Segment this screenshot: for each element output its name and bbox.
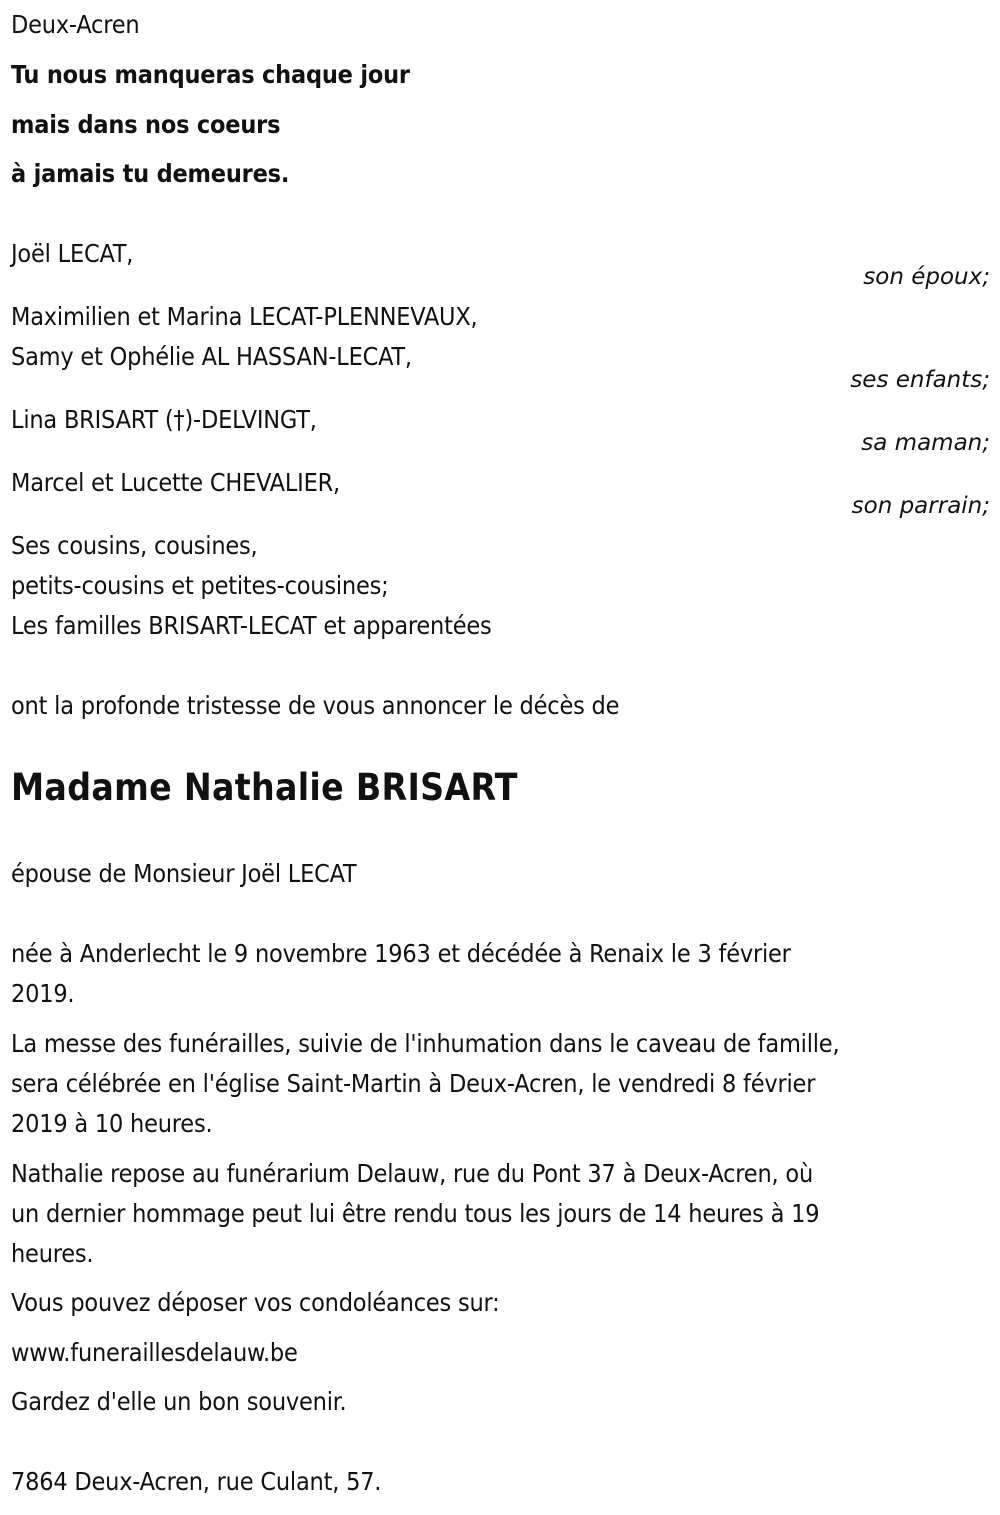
viewing-line: heures.	[11, 1239, 94, 1268]
location: Deux-Acren	[11, 10, 140, 39]
family-relation: son parrain;	[851, 493, 990, 519]
deceased-name: Madame Nathalie BRISART	[11, 766, 518, 809]
family-name: Marcel et Lucette CHEVALIER,	[11, 468, 340, 497]
birth-death-line: née à Anderlecht le 9 novembre 1963 et décédée à Renaix le 3 février	[11, 939, 791, 968]
closing-line: Gardez d'elle un bon souvenir.	[11, 1387, 347, 1416]
family-name: Samy et Ophélie AL HASSAN-LECAT,	[11, 342, 412, 371]
funeral-line: La messe des funérailles, suivie de l'inhumation dans le caveau de famille,	[11, 1029, 840, 1058]
family-name: Lina BRISART (†)-DELVINGT,	[11, 405, 317, 434]
extended-family-line: Ses cousins, cousines,	[11, 531, 258, 560]
funeral-line: 2019 à 10 heures.	[11, 1109, 213, 1138]
extended-family-line: Les familles BRISART-LECAT et apparentées	[11, 611, 492, 640]
family-relation: son époux;	[863, 264, 990, 290]
extended-family-line: petits-cousins et petites-cousines;	[11, 571, 389, 600]
poem-line: à jamais tu demeures.	[11, 159, 290, 188]
funeral-line: sera célébrée en l'église Saint-Martin à Deux-Acren, le vendredi 8 février	[11, 1069, 816, 1098]
condolences-label: Vous pouvez déposer vos condoléances sur:	[11, 1288, 500, 1317]
family-name: Maximilien et Marina LECAT-PLENNEVAUX,	[11, 302, 478, 331]
family-relation: ses enfants;	[850, 367, 990, 393]
birth-death-line: 2019.	[11, 979, 75, 1008]
poem-line: Tu nous manqueras chaque jour	[11, 60, 410, 89]
family-name: Joël LECAT,	[11, 239, 134, 268]
viewing-line: Nathalie repose au funérarium Delauw, rue du Pont 37 à Deux-Acren, où	[11, 1159, 813, 1188]
viewing-line: un dernier hommage peut lui être rendu tous les jours de 14 heures à 19	[11, 1199, 820, 1228]
spouse-line: épouse de Monsieur Joël LECAT	[11, 859, 357, 888]
family-relation: sa maman;	[861, 430, 990, 456]
address: 7864 Deux-Acren, rue Culant, 57.	[11, 1467, 382, 1496]
announcement: ont la profonde tristesse de vous annoncer le décès de	[11, 691, 620, 720]
poem-line: mais dans nos coeurs	[11, 110, 281, 139]
condolences-link[interactable]: www.funeraillesdelauw.be	[11, 1338, 298, 1367]
